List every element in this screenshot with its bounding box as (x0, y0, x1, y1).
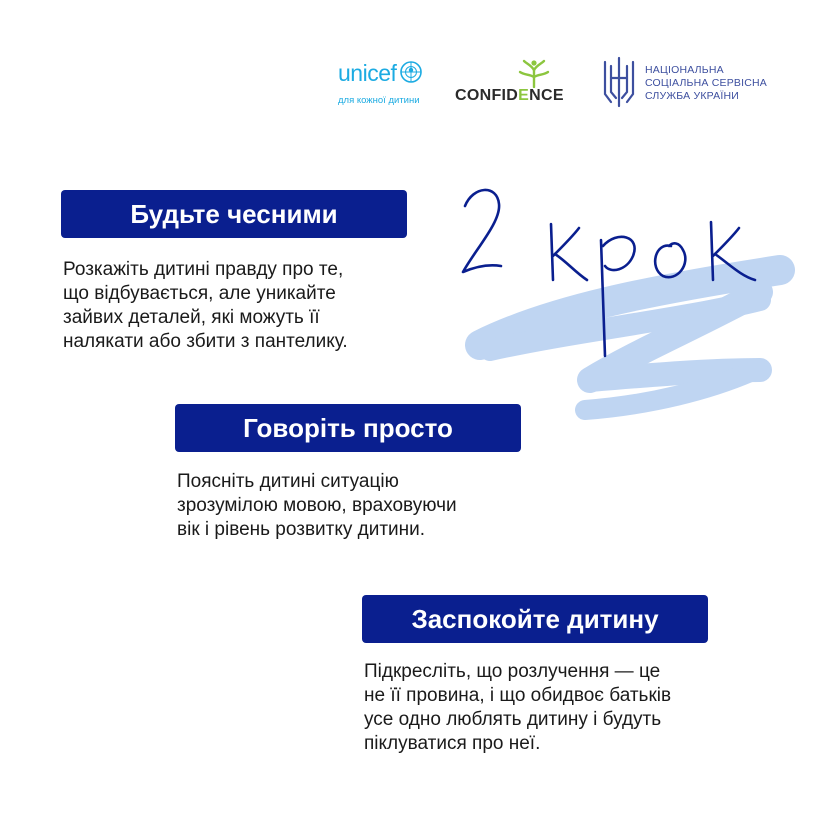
confidence-text-highlight: E (518, 87, 530, 104)
confidence-logo-text (455, 87, 564, 105)
section-heading-calm: Заспокойте дитину (362, 595, 708, 643)
section-text-calm (364, 660, 671, 756)
nss-emblem-icon (601, 56, 637, 108)
confidence-sprout-icon (517, 58, 551, 88)
section-text-honest (63, 258, 348, 354)
text-line: зрозумілою мовою, враховуючи (177, 495, 457, 516)
unicef-tagline: для кожної дитини (338, 95, 420, 106)
step-handwriting (455, 180, 800, 360)
section-heading-honest: Будьте чесними (61, 190, 407, 238)
confidence-text-prefix: CONFID (455, 87, 519, 104)
nss-line: СОЦІАЛЬНА СЕРВІСНА (645, 77, 768, 89)
unicef-globe-icon (400, 61, 422, 83)
text-line: налякати або збити з пантелику. (63, 331, 348, 352)
text-line: Підкресліть, що розлучення — це (364, 661, 661, 682)
text-line: вік і рівень розвитку дитини. (177, 519, 426, 540)
text-line: піклуватися про неї. (364, 733, 541, 754)
text-line: Розкажіть дитині правду про те, (63, 259, 344, 280)
text-line: усе одно люблять дитину і будуть (364, 709, 662, 730)
section-text-simple (177, 470, 457, 542)
section-heading-simple: Говоріть просто (175, 404, 521, 452)
nss-logo-text (645, 64, 767, 103)
text-line: не її провина, і що обидвоє батьків (364, 685, 672, 706)
text-line: Поясніть дитині ситуацію (177, 471, 399, 492)
unicef-logo-text: unicef (338, 60, 397, 86)
nss-line: СЛУЖБА УКРАЇНИ (645, 90, 740, 102)
confidence-text-suffix: NCE (529, 87, 564, 104)
text-line: зайвих деталей, які можуть її (63, 307, 320, 328)
text-line: що відбувається, але уникайте (63, 283, 336, 304)
nss-line: НАЦІОНАЛЬНА (645, 64, 724, 76)
